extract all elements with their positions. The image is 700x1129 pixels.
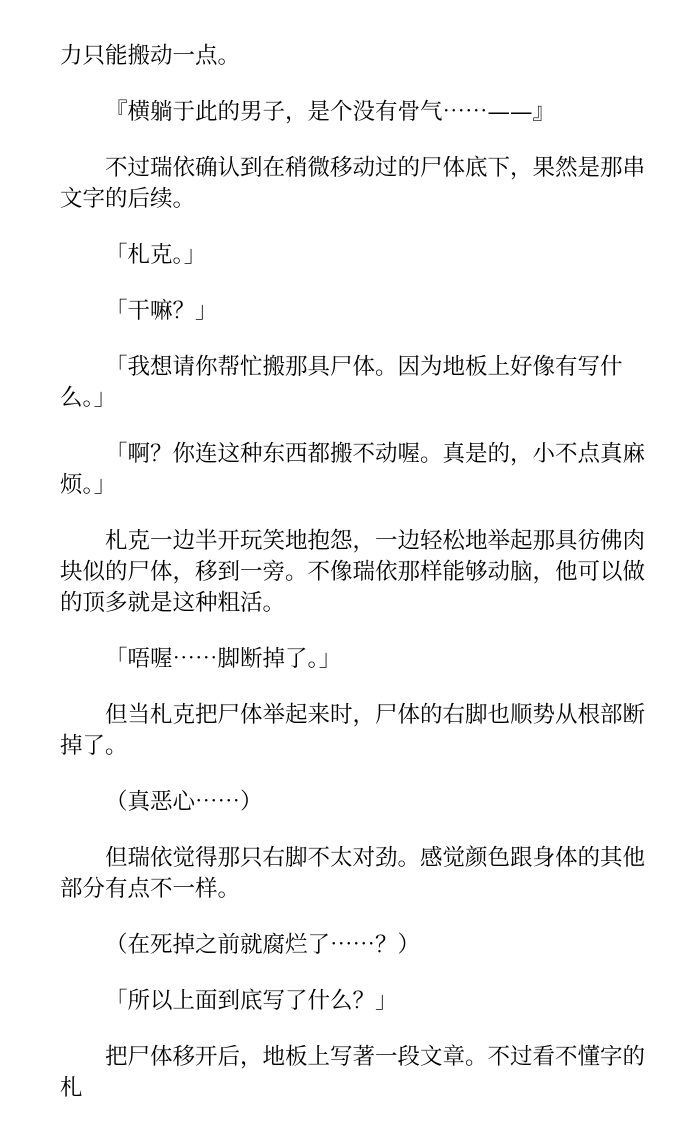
paragraph: 但当札克把尸体举起来时，尸体的右脚也顺势从根部断掉了。 xyxy=(60,702,646,759)
paragraph: 「啊？你连这种东西都搬不动喔。真是的，小不点真麻烦。」 xyxy=(60,441,646,498)
paragraph: 但瑞依觉得那只右脚不太对劲。感觉颜色跟身体的其他部分有点不一样。 xyxy=(60,845,646,902)
paragraph: 「札克。」 xyxy=(105,242,207,268)
paragraph: 「干嘛？」 xyxy=(105,298,218,324)
paragraph: 把尸体移开后，地板上写著一段文章。不过看不懂字的札 xyxy=(60,1044,646,1101)
novel-page xyxy=(60,41,645,1129)
paragraph: 不过瑞依确认到在稍微移动过的尸体底下，果然是那串文字的后续。 xyxy=(60,155,646,212)
paragraph: 「所以上面到底写了什么？」 xyxy=(105,988,398,1014)
paragraph: （在死掉之前就腐烂了⋯⋯？） xyxy=(105,932,421,958)
paragraph: 札克一边半开玩笑地抱怨，一边轻松地举起那具彷佛肉块似的尸体，移到一旁。不像瑞依那样能够动脑，他可以做的顶多就是这种粗活。 xyxy=(60,528,646,616)
paragraph: 「我想请你帮忙搬那具尸体。因为地板上好像有写什么。」 xyxy=(60,354,623,411)
paragraph: 『横躺于此的男子，是个没有骨气⋯⋯——』 xyxy=(105,99,556,125)
paragraph: 力只能搬动一点。 xyxy=(60,43,241,69)
paragraph: （真恶心⋯⋯） xyxy=(105,789,263,815)
paragraph: 「唔喔⋯⋯脚断掉了。」 xyxy=(105,646,342,672)
